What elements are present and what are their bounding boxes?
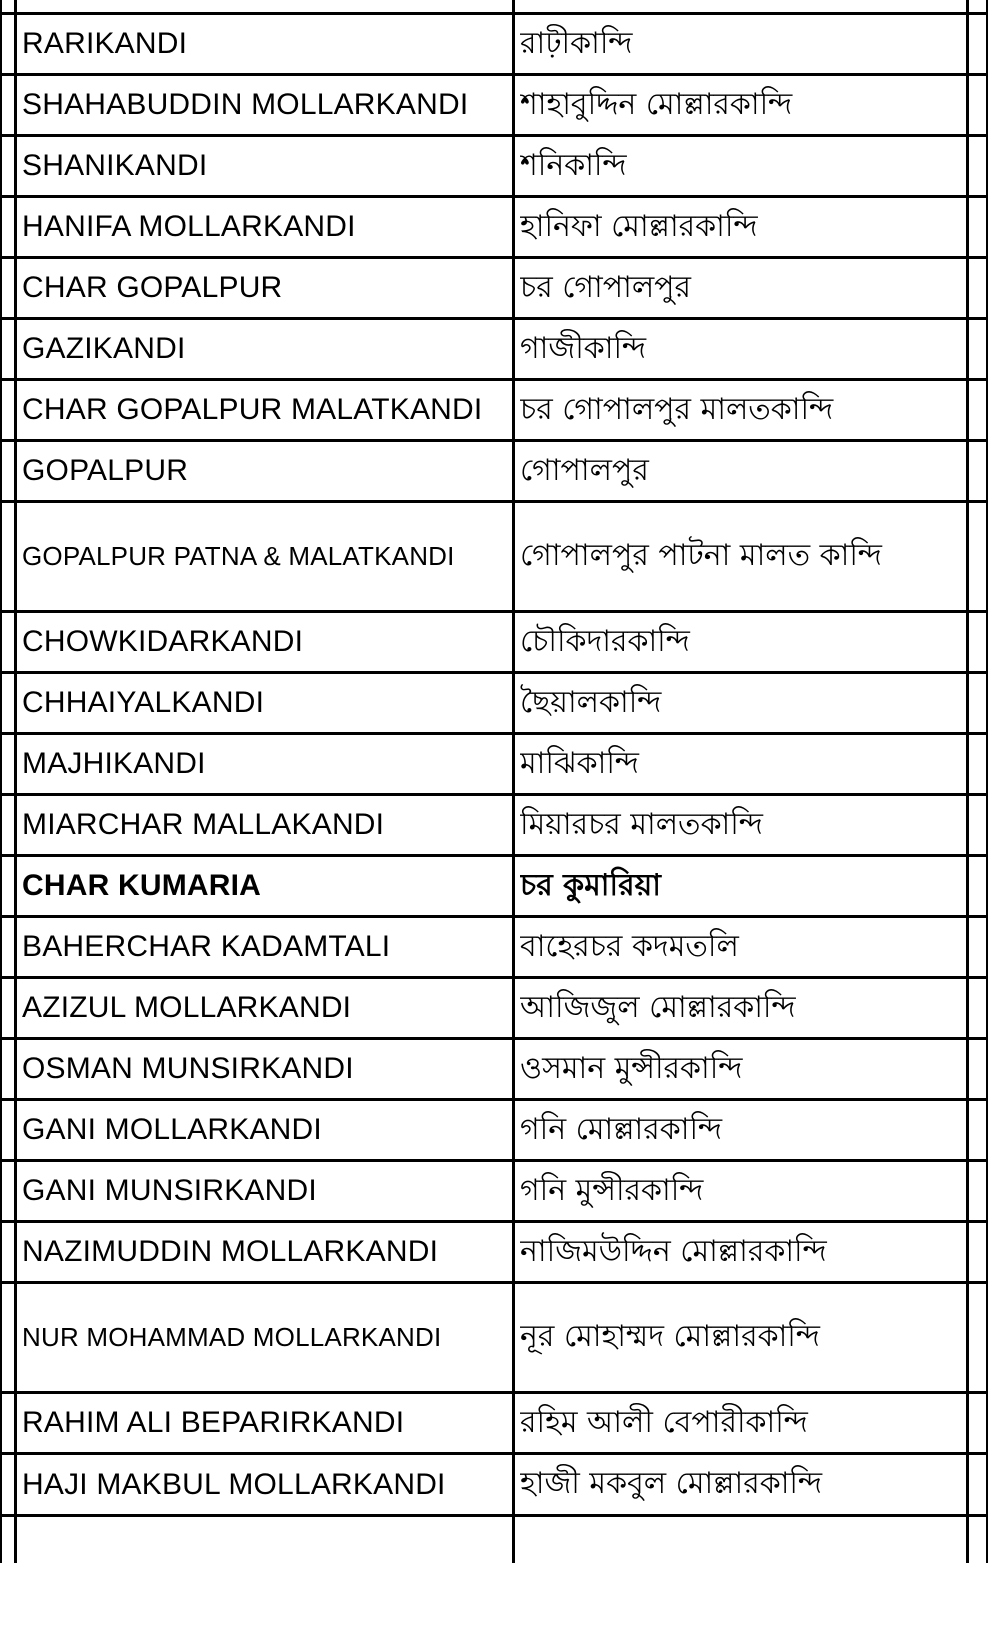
bengali-name-cell: হানিফা মোল্লারকান্দি xyxy=(520,208,758,244)
bengali-name-cell: চর কুমারিয়া xyxy=(520,867,661,903)
english-name-cell: CHAR GOPALPUR MALATKANDI xyxy=(22,393,483,426)
bengali-name-cell: গাজীকান্দি xyxy=(520,330,647,366)
english-name-cell: RAHIM ALI BEPARIRKANDI xyxy=(22,1406,405,1439)
table-row xyxy=(0,735,988,796)
english-name-cell: NAZIMUDDIN MOLLARKANDI xyxy=(22,1235,439,1268)
english-name-cell: GANI MOLLARKANDI xyxy=(22,1113,322,1146)
english-name-cell: HANIFA MOLLARKANDI xyxy=(22,210,356,243)
table-row xyxy=(0,1284,988,1394)
table-row xyxy=(0,320,988,381)
english-name-cell: GOPALPUR xyxy=(22,454,189,487)
english-name-cell: HAJI MAKBUL MOLLARKANDI xyxy=(22,1467,446,1501)
bengali-name-cell: মিয়ারচর মালতকান্দি xyxy=(520,806,763,842)
table-row xyxy=(0,503,988,613)
table-row xyxy=(0,857,988,918)
bengali-name-cell: গোপালপুর xyxy=(520,452,649,488)
english-name-cell: RARIKANDI xyxy=(22,27,188,60)
table-row xyxy=(0,259,988,320)
bengali-name-cell: রাঢ়ীকান্দি xyxy=(520,25,633,61)
table-row xyxy=(0,198,988,259)
english-name-cell: AZIZUL MOLLARKANDI xyxy=(22,991,352,1024)
bengali-name-cell: হাজী মকবুল মোল্লারকান্দি xyxy=(520,1466,823,1501)
bengali-name-cell: ওসমান মুন্সীরকান্দি xyxy=(520,1050,743,1086)
bengali-name-cell: শনিকান্দি xyxy=(520,147,627,183)
table-row xyxy=(0,613,988,674)
table-row xyxy=(0,1101,988,1162)
english-name-cell: SHANIKANDI xyxy=(22,149,208,182)
bengali-name-cell: বাহেরচর কদমতলি xyxy=(520,928,739,964)
bengali-name-cell: আজিজুল মোল্লারকান্দি xyxy=(520,989,796,1025)
bengali-name-cell: চর গোপালপুর মালতকান্দি xyxy=(520,391,834,427)
table-row xyxy=(0,1040,988,1101)
table-row xyxy=(0,918,988,979)
table-row xyxy=(0,76,988,137)
bengali-name-cell: নাজিমউদ্দিন মোল্লারকান্দি xyxy=(520,1233,827,1269)
bengali-name-cell: শাহাবুদ্দিন মোল্লারকান্দি xyxy=(520,86,793,122)
table-row xyxy=(0,796,988,857)
table-row xyxy=(0,1162,988,1223)
bengali-name-cell: গনি মোল্লারকান্দি xyxy=(520,1111,723,1147)
english-name-cell: CHAR KUMARIA xyxy=(22,869,262,902)
bengali-name-cell: নূর মোহাম্মদ মোল্লারকান্দি xyxy=(520,1319,820,1354)
english-name-cell: MAJHIKANDI xyxy=(22,747,206,780)
english-name-cell: OSMAN MUNSIRKANDI xyxy=(22,1052,354,1085)
table-column-border-right xyxy=(966,0,969,1563)
table-row xyxy=(0,1223,988,1284)
english-name-cell: NUR MOHAMMAD MOLLARKANDI xyxy=(22,1322,442,1352)
english-name-cell: CHAR GOPALPUR xyxy=(22,271,283,304)
english-name-cell: GAZIKANDI xyxy=(22,332,186,365)
bengali-name-cell: মাঝিকান্দি xyxy=(520,745,639,781)
table-row xyxy=(0,979,988,1040)
english-name-cell: GOPALPUR PATNA & MALATKANDI xyxy=(22,541,455,571)
village-name-table xyxy=(0,15,988,1517)
table-row xyxy=(0,137,988,198)
table-row xyxy=(0,1394,988,1455)
english-name-cell: GANI MUNSIRKANDI xyxy=(22,1174,317,1207)
bengali-name-cell: চর গোপালপুর xyxy=(520,269,692,305)
table-left-edge-line xyxy=(0,0,2,1563)
table-column-border-middle xyxy=(512,0,515,1563)
english-name-cell: MIARCHAR MALLAKANDI xyxy=(22,808,385,841)
english-name-cell: SHAHABUDDIN MOLLARKANDI xyxy=(22,88,469,121)
bengali-name-cell: ছৈয়ালকান্দি xyxy=(520,684,662,720)
table-row xyxy=(0,381,988,442)
bengali-name-cell: রহিম আলী বেপারীকান্দি xyxy=(520,1404,808,1440)
english-name-cell: BAHERCHAR KADAMTALI xyxy=(22,930,391,963)
table-row xyxy=(0,442,988,503)
bengali-name-cell: চৌকিদারকান্দি xyxy=(520,623,690,659)
table-row xyxy=(0,674,988,735)
bengali-name-cell: গনি মুন্সীরকান্দি xyxy=(520,1172,704,1208)
table-row xyxy=(0,15,988,76)
english-name-cell: CHHAIYALKANDI xyxy=(22,686,265,719)
bengali-name-cell: গোপালপুর পাটনা মালত কান্দি xyxy=(520,538,883,573)
table-row xyxy=(0,1455,988,1517)
english-name-cell: CHOWKIDARKANDI xyxy=(22,625,304,658)
table-column-border-left xyxy=(14,0,17,1563)
